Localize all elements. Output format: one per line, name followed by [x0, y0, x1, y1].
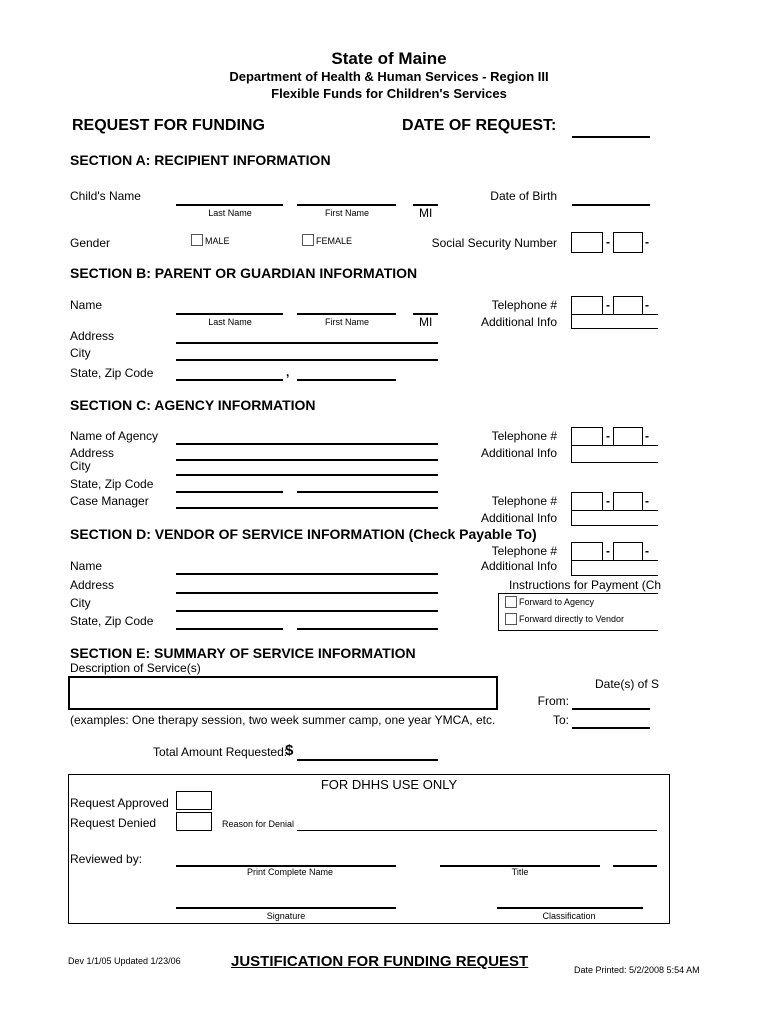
case-manager-phone-dash-2: - — [645, 494, 649, 508]
vendor-state-field[interactable] — [176, 628, 283, 630]
vendor-address-label: Address — [70, 578, 115, 592]
vendor-address-field[interactable] — [176, 592, 438, 594]
ssn-dash-2: - — [645, 235, 649, 249]
male-label: MALE — [205, 236, 230, 246]
parent-state-zip-label: State, Zip Code — [70, 366, 154, 380]
parent-zip-field[interactable] — [297, 379, 396, 381]
parent-name-label: Name — [70, 298, 103, 312]
case-manager-additional-info-label: Additional Info — [480, 511, 557, 525]
case-manager-phone-dash-1: - — [606, 494, 610, 508]
parent-phone-dash-1: - — [606, 298, 610, 312]
parent-first-name-caption: First Name — [324, 317, 370, 327]
section-a-heading: SECTION A: RECIPIENT INFORMATION — [70, 152, 331, 168]
parent-phone-dash-2: - — [645, 298, 649, 312]
agency-telephone-label: Telephone # — [491, 429, 557, 443]
section-e-heading: SECTION E: SUMMARY OF SERVICE INFORMATION — [70, 645, 416, 661]
agency-additional-info-label: Additional Info — [480, 446, 557, 460]
vendor-city-label: City — [70, 596, 91, 610]
agency-additional-info-field[interactable] — [571, 445, 658, 463]
section-c-heading: SECTION C: AGENCY INFORMATION — [70, 397, 316, 413]
agency-state-zip-label: State, Zip Code — [70, 477, 154, 491]
request-approved-label: Request Approved — [70, 796, 169, 810]
agency-state-field[interactable] — [176, 491, 283, 493]
vendor-state-zip-label: State, Zip Code — [70, 614, 154, 628]
vendor-telephone-label: Telephone # — [491, 544, 557, 558]
reason-for-denial-field[interactable] — [297, 830, 657, 831]
parent-mi-caption: MI — [419, 315, 433, 329]
parent-last-name-field[interactable] — [176, 313, 283, 315]
vendor-phone-dash-2: - — [645, 544, 649, 558]
case-manager-label: Case Manager — [70, 494, 149, 508]
case-manager-additional-info-field[interactable] — [571, 510, 658, 526]
section-d-heading: SECTION D: VENDOR OF SERVICE INFORMATION (Check Payable To) — [70, 526, 537, 542]
parent-telephone-label: Telephone # — [491, 298, 557, 312]
forward-to-agency-checkbox[interactable] — [505, 596, 517, 608]
ssn-dash-1: - — [606, 235, 610, 249]
first-name-caption: First Name — [324, 208, 370, 218]
parent-last-name-caption: Last Name — [208, 317, 252, 327]
date-of-birth-label: Date of Birth — [490, 189, 557, 203]
reviewer-signature-field[interactable] — [176, 907, 396, 909]
to-date-field[interactable] — [572, 727, 650, 729]
last-name-caption: Last Name — [208, 208, 252, 218]
description-label: Description of Service(s) — [70, 661, 201, 675]
request-denied-box[interactable] — [176, 812, 212, 831]
date-of-birth-field[interactable] — [572, 204, 650, 206]
date-of-request-field[interactable] — [572, 136, 650, 138]
request-for-funding-title: REQUEST FOR FUNDING — [72, 117, 265, 134]
to-label: To: — [552, 713, 569, 727]
agency-address-field[interactable] — [176, 459, 438, 461]
department-subtitle: Department of Health & Human Services - Region III — [229, 69, 549, 84]
date-printed-text: Date Printed: 5/2/2008 5:54 AM — [574, 965, 700, 975]
agency-address-label: Address — [70, 446, 115, 460]
agency-city-field[interactable] — [176, 474, 438, 476]
gender-label: Gender — [70, 236, 111, 250]
parent-address-field[interactable] — [176, 342, 438, 344]
female-checkbox[interactable] — [302, 234, 314, 246]
case-manager-telephone-label: Telephone # — [491, 494, 557, 508]
agency-zip-field[interactable] — [297, 491, 438, 493]
reviewed-by-label: Reviewed by: — [70, 852, 143, 866]
ssn-label: Social Security Number — [431, 236, 557, 250]
date-of-request-label: DATE OF REQUEST: — [402, 117, 557, 134]
dhhs-heading: FOR DHHS USE ONLY — [320, 777, 458, 792]
male-checkbox[interactable] — [191, 234, 203, 246]
dates-of-service-label: Date(s) of S — [595, 677, 660, 691]
agency-name-label: Name of Agency — [70, 429, 159, 443]
vendor-name-field[interactable] — [176, 573, 438, 575]
reviewer-classification-field[interactable] — [497, 907, 643, 909]
reviewer-extra-field[interactable] — [613, 865, 657, 867]
payment-instructions-label: Instructions for Payment (Ch — [509, 578, 662, 592]
parent-state-field[interactable] — [176, 379, 283, 381]
request-denied-label: Request Denied — [70, 816, 157, 830]
service-description-field[interactable] — [68, 676, 498, 710]
agency-name-field[interactable] — [176, 443, 438, 445]
forward-to-vendor-label: Forward directly to Vendor — [519, 614, 625, 624]
parent-first-name-field[interactable] — [297, 313, 396, 315]
justification-title: JUSTIFICATION FOR FUNDING REQUEST — [231, 953, 529, 970]
ssn-field-1[interactable] — [571, 232, 603, 253]
child-first-name-field[interactable] — [297, 204, 396, 206]
agency-phone-dash-2: - — [645, 429, 649, 443]
total-amount-label: Total Amount Requested: — [153, 745, 288, 759]
agency-city-label: City — [70, 459, 91, 473]
agency-phone-dash-1: - — [606, 429, 610, 443]
reason-for-denial-label: Reason for Denial — [222, 819, 295, 829]
state-zip-comma: , — [286, 365, 290, 379]
dollar-sign: $ — [285, 742, 294, 759]
print-name-caption: Print Complete Name — [246, 867, 334, 877]
mi-caption: MI — [419, 206, 433, 220]
from-label: From: — [537, 694, 569, 708]
vendor-name-label: Name — [70, 559, 103, 573]
form-title: State of Maine — [331, 49, 447, 68]
signature-caption: Signature — [266, 911, 306, 921]
childs-name-label: Child's Name — [70, 189, 141, 203]
classification-caption: Classification — [542, 911, 596, 921]
revision-text: Dev 1/1/05 Updated 1/23/06 — [68, 956, 181, 966]
forward-to-vendor-checkbox[interactable] — [505, 613, 517, 625]
examples-text: (examples: One therapy session, two week summer camp, one year YMCA, etc. — [70, 713, 496, 727]
total-amount-field[interactable] — [297, 759, 438, 761]
forward-to-agency-label: Forward to Agency — [519, 597, 595, 607]
parent-address-label: Address — [70, 329, 115, 343]
request-approved-box[interactable] — [176, 791, 212, 810]
parent-additional-info-field[interactable] — [571, 314, 658, 329]
vendor-additional-info-field[interactable] — [571, 560, 658, 576]
program-subtitle: Flexible Funds for Children's Services — [271, 86, 507, 101]
vendor-phone-dash-1: - — [606, 544, 610, 558]
child-last-name-field[interactable] — [176, 204, 283, 206]
female-label: FEMALE — [316, 236, 353, 246]
parent-additional-info-label: Additional Info — [480, 315, 557, 329]
ssn-field-2[interactable] — [613, 232, 643, 253]
vendor-additional-info-label: Additional Info — [480, 559, 557, 573]
section-b-heading: SECTION B: PARENT OR GUARDIAN INFORMATION — [70, 265, 418, 281]
parent-city-label: City — [70, 346, 91, 360]
vendor-zip-field[interactable] — [297, 628, 438, 630]
title-caption: Title — [511, 867, 529, 877]
case-manager-field[interactable] — [176, 507, 438, 509]
parent-city-field[interactable] — [176, 359, 438, 361]
from-date-field[interactable] — [572, 708, 650, 710]
vendor-city-field[interactable] — [176, 610, 438, 612]
